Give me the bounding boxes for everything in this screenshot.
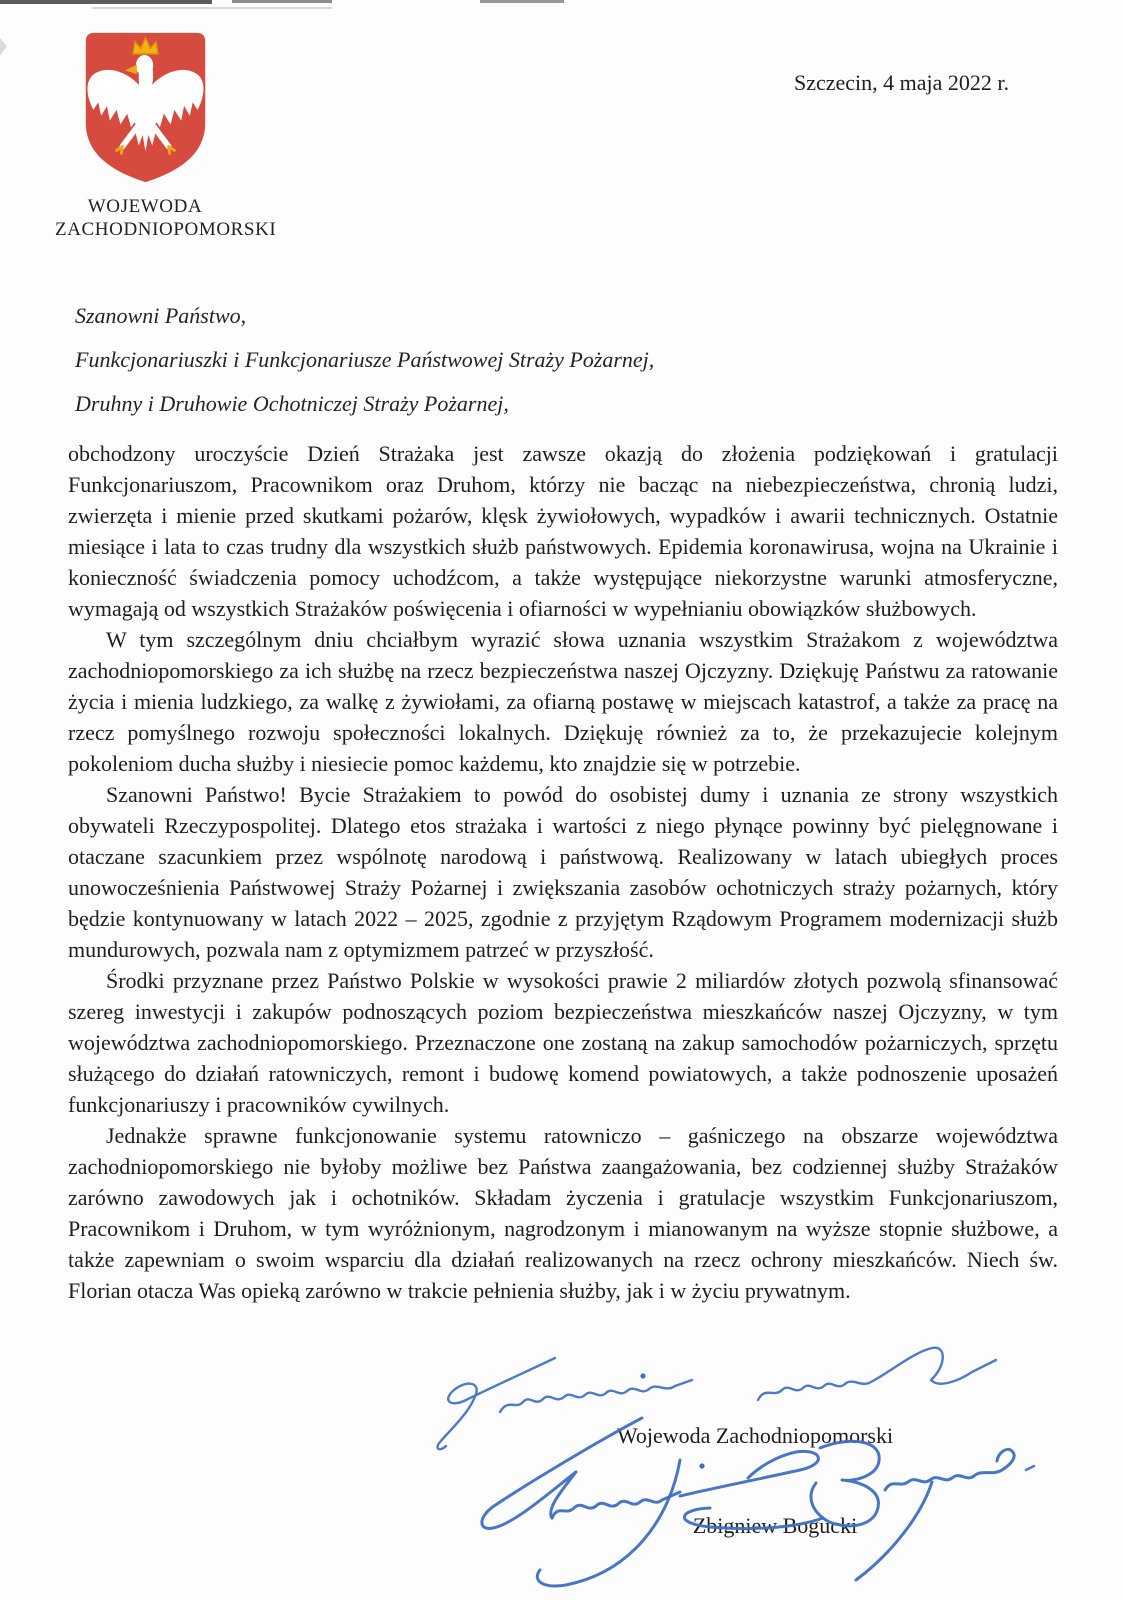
- polish-eagle-crest-icon: [78, 28, 213, 187]
- scan-artifact: [480, 0, 564, 3]
- signature-name: Zbigniew Bogucki: [692, 1513, 858, 1538]
- body-paragraph: obchodzony uroczyście Dzień Strażaka jest zawsze okazją do złożenia podziękowań i gratulacji Funkcjonariuszom, Pracownikom oraz Druhom, którzy nie bacząc na niebezpieczeństwa, chronią ludzi, zwierzęta i mienie przed skutkami pożarów, klęsk żywiołowych, wypadków i awarii technicznych. Ostatnie miesiące i lata to czas trudny dla wszystkich służb państwowych. Epidemia koronawirusa, wojna na Ukrainie i konieczność świadczenia pomocy uchodźcom, a także występujące niekorzystne warunki atmosferyczne, wymagają od wszystkich Strażaków poświęcenia i ofiarności w wypełnianiu obowiązków służbowych.: [68, 441, 1058, 621]
- letterhead-title-line2: ZACHODNIOPOMORSKI: [55, 219, 277, 240]
- letterhead-title-line1: WOJEWODA: [87, 196, 203, 217]
- body-paragraph: W tym szczególnym dniu chciałbym wyrazić słowa uznania wszystkim Strażakom z województwa zachodniopomorskiego za ich służbę na rzecz bezpieczeństwa naszej Ojczyzny. Dziękuję Państwu za ratowanie życia i mienia ludzkiego, za walkę z żywiołami, za ofiarną postawę w miejscach katastrof, a także za pracę na rzecz pomyślnego rozwoju społeczności lokalnych. Dziękuję również za to, że przekazujecie kolejnym pokoleniom ducha służby i niesiecie pomoc każdemu, kto znajdzie się w potrzebie.: [68, 627, 1058, 776]
- body-paragraph: Szanowni Państwo! Bycie Strażakiem to powód do osobistej dumy i uznania ze strony wszystkich obywateli Rzeczypospolitej. Dlatego etos strażaka i wartości z niego płynące powinny być pielęgnowane i otaczane szacunkiem przez wspólnotę narodową i państwową. Realizowany w latach ubiegłych proces unowocześnienia Państwowej Straży Pożarnej i zwiększania zasobów ochotniczych straży pożarnych, który będzie kontynuowany w latach 2022 – 2025, zgodnie z przyjętym Rządowym Programem modernizacji służb mundurowych, pozwala nam z optymizmem patrzeć w przyszłość.: [68, 782, 1058, 962]
- scan-artifact: [232, 0, 332, 3]
- letter-body: [68, 438, 1058, 1306]
- salutation-line: Funkcjonariuszki i Funkcjonariusze Państwowej Straży Pożarnej,: [75, 347, 655, 372]
- date-line: Szczecin, 4 maja 2022 r.: [794, 70, 1010, 95]
- salutation: [75, 294, 975, 426]
- letterhead-title: [55, 195, 277, 241]
- signature-title: Wojewoda Zachodniopomorski: [616, 1423, 894, 1448]
- scan-artifact: [0, 38, 7, 56]
- body-paragraph: Środki przyznane przez Państwo Polskie w wysokości prawie 2 miliardów złotych pozwolą sfinansować szereg inwestycji i zakupów podnoszących poziom bezpieczeństwa mieszkańców naszej Ojczyzny, w tym województwa zachodniopomorskiego. Przeznaczone one zostaną na zakup samochodów pożarniczych, sprzętu służącego do działań ratowniczych, remont i budowę komend powiatowych, a także podnoszenie uposażeń funkcjonariuszy i pracowników cywilnych.: [68, 968, 1058, 1117]
- handwritten-signature-ink: [380, 1330, 1080, 1600]
- letterhead: [55, 28, 277, 241]
- salutation-line: Druhny i Druhowie Ochotniczej Straży Pożarnej,: [75, 391, 509, 416]
- scan-artifact: [0, 0, 212, 4]
- salutation-line: Szanowni Państwo,: [75, 303, 247, 328]
- body-paragraph: Jednakże sprawne funkcjonowanie systemu ratowniczo – gaśniczego na obszarze województwa zachodniopomorskiego nie byłoby możliwe bez Państwa zaangażowania, bez codziennej służby Strażaków zarówno zawodowych jak i ochotników. Składam życzenia i gratulacje wszystkim Funkcjonariuszom, Pracownikom i Druhom, w tym wyróżnionym, nagrodzonym i mianowanym na wyższe stopnie służbowe, a także zapewniam o swoim wsparciu dla działań realizowanych na rzecz ochrony mieszkańców. Niech św. Florian otacza Was opieką zarówno w trakcie pełnienia służby, jak i w życiu prywatnym.: [68, 1123, 1058, 1303]
- scan-artifact: [92, 7, 332, 9]
